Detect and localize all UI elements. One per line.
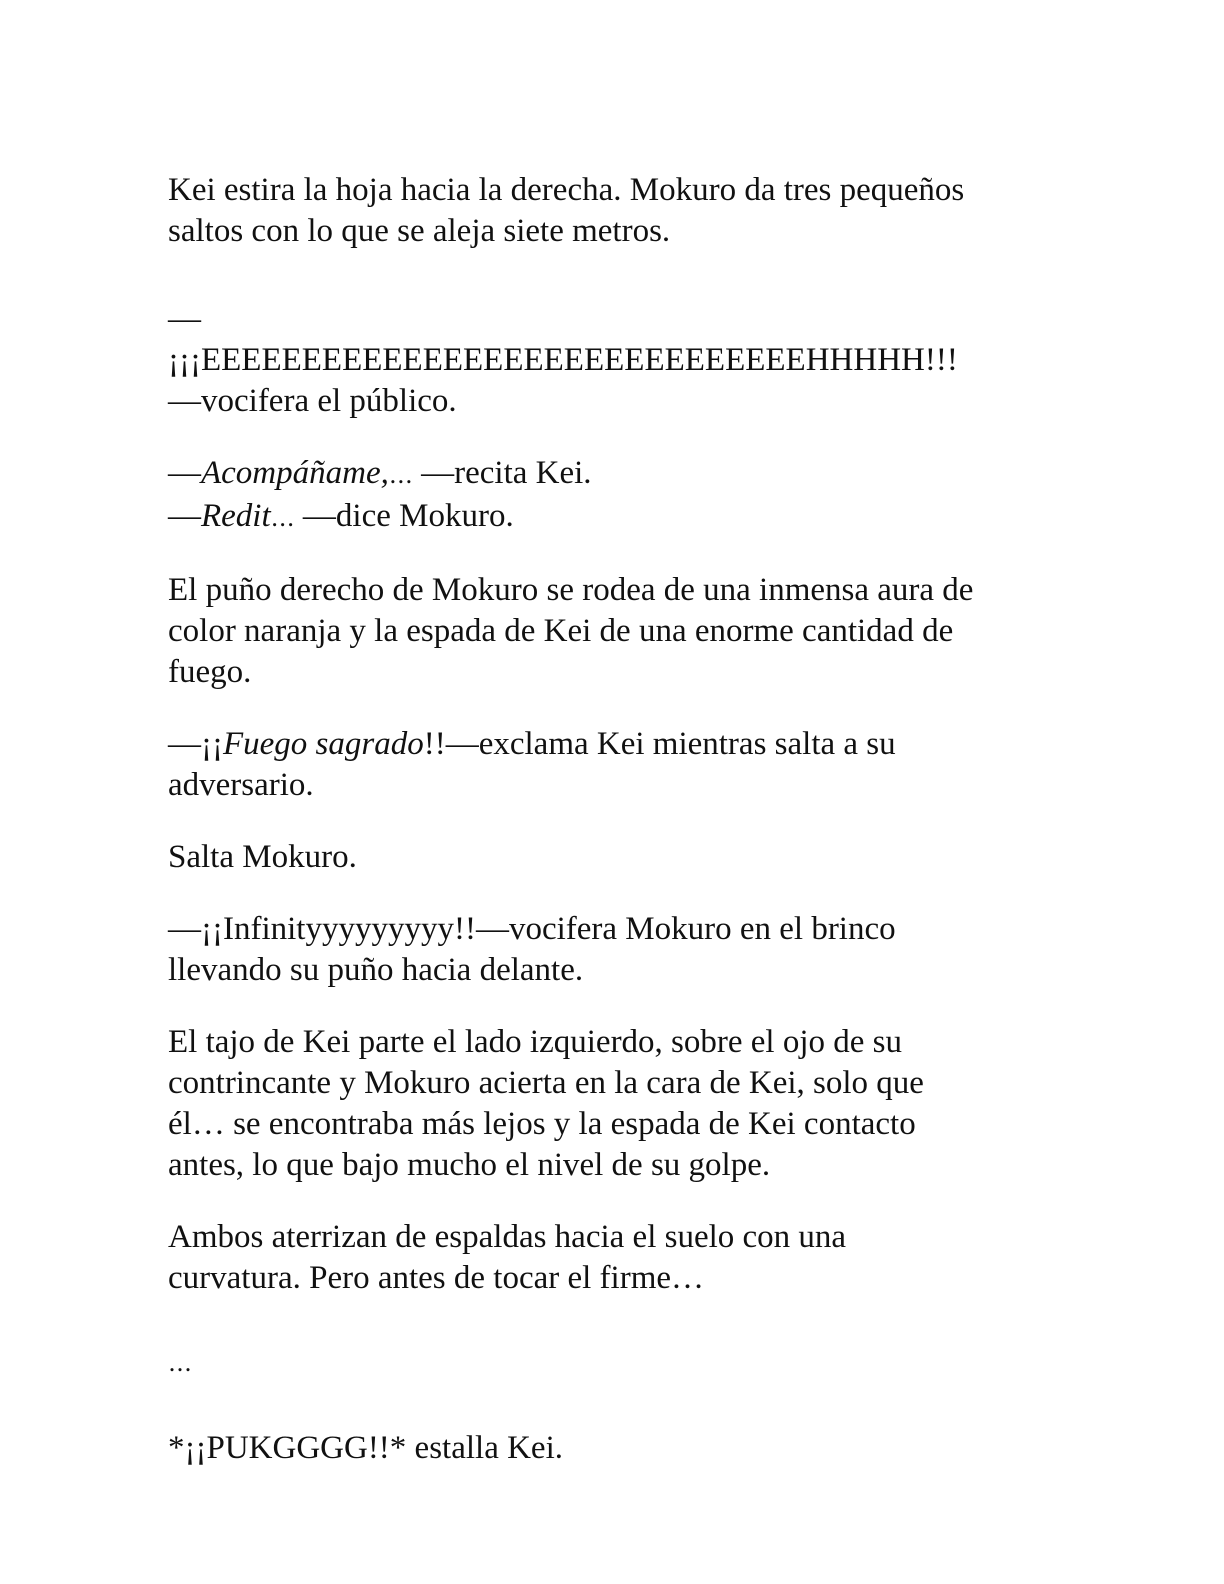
paragraph-gap [168,1186,1048,1217]
text-line: color naranja y la espada de Kei de una enorme cantidad de [168,613,954,649]
paragraph-gap [168,422,1048,453]
text-line: él… se encontraba más lejos y la espada de Kei contacto [168,1106,916,1142]
page-body [168,170,1048,1469]
open-text: —¡¡ [168,726,223,762]
italic-text: Acompáñame, [201,455,389,491]
dialogue-line [168,453,1048,496]
paragraph-4 [168,570,1048,693]
text-line: ¡¡¡EEEEEEEEEEEEEEEEEEEEEEEEEEEEEEHHHHH!!! [168,342,958,378]
dialogue-line [168,724,1048,765]
text-line: — [168,301,201,337]
paragraph-2 [168,299,1048,422]
text-line: saltos con lo que se aleja siete metros. [168,213,671,249]
paragraph-7 [168,909,1048,991]
paragraph-gap [168,991,1048,1022]
paragraph-gap [168,693,1048,724]
rest-text: !!—exclama Kei mientras salta a su [423,726,896,762]
ellipsis-text: … [388,461,413,489]
dash-text: — [168,498,201,534]
text-line: —vocifera el público. [168,383,457,419]
paragraph-gap [168,1384,1048,1428]
italic-text: Fuego sagrado [222,726,424,762]
text-line: llevando su puño hacia delante. [168,952,584,988]
text-line: —¡¡Infinityyyyyyyyy!!—vocifera Mokuro en el brinco [168,911,896,947]
tag-text: —dice Mokuro. [294,498,514,534]
paragraph-gap [168,878,1048,909]
text-line: Salta Mokuro. [168,839,357,875]
text-line: Ambos aterrizan de espaldas hacia el suelo con una [168,1219,847,1255]
paragraph-9 [168,1217,1048,1299]
paragraph-8 [168,1022,1048,1186]
text-line: El puño derecho de Mokuro se rodea de una inmensa aura de [168,572,974,608]
paragraph-gap [168,539,1048,570]
paragraph-1 [168,170,1048,252]
paragraph-10 [168,1343,1048,1384]
text-line: contrincante y Mokuro acierta en la cara de Kei, solo que [168,1065,924,1101]
text-line: antes, lo que bajo mucho el nivel de su golpe. [168,1147,771,1183]
text-line: curvatura. Pero antes de tocar el firme… [168,1260,705,1296]
paragraph-5 [168,724,1048,806]
text-line: fuego. [168,654,252,690]
text-line: Kei estira la hoja hacia la derecha. Mokuro da tres pequeños [168,172,965,208]
paragraph-gap [168,252,1048,299]
dialogue-line [168,496,1048,539]
ellipsis-line: … [168,1349,192,1377]
italic-text: Redit [201,498,271,534]
paragraph-11 [168,1428,1048,1469]
text-line: adversario. [168,767,314,803]
paragraph-3 [168,453,1048,539]
ellipsis-text: … [270,504,295,532]
paragraph-gap [168,806,1048,837]
paragraph-6 [168,837,1048,878]
text-line: *¡¡PUKGGGG!!* estalla Kei. [168,1430,563,1466]
paragraph-gap [168,1299,1048,1343]
text-line: El tajo de Kei parte el lado izquierdo, sobre el ojo de su [168,1024,903,1060]
tag-text: —recita Kei. [412,455,592,491]
dash-text: — [168,455,201,491]
